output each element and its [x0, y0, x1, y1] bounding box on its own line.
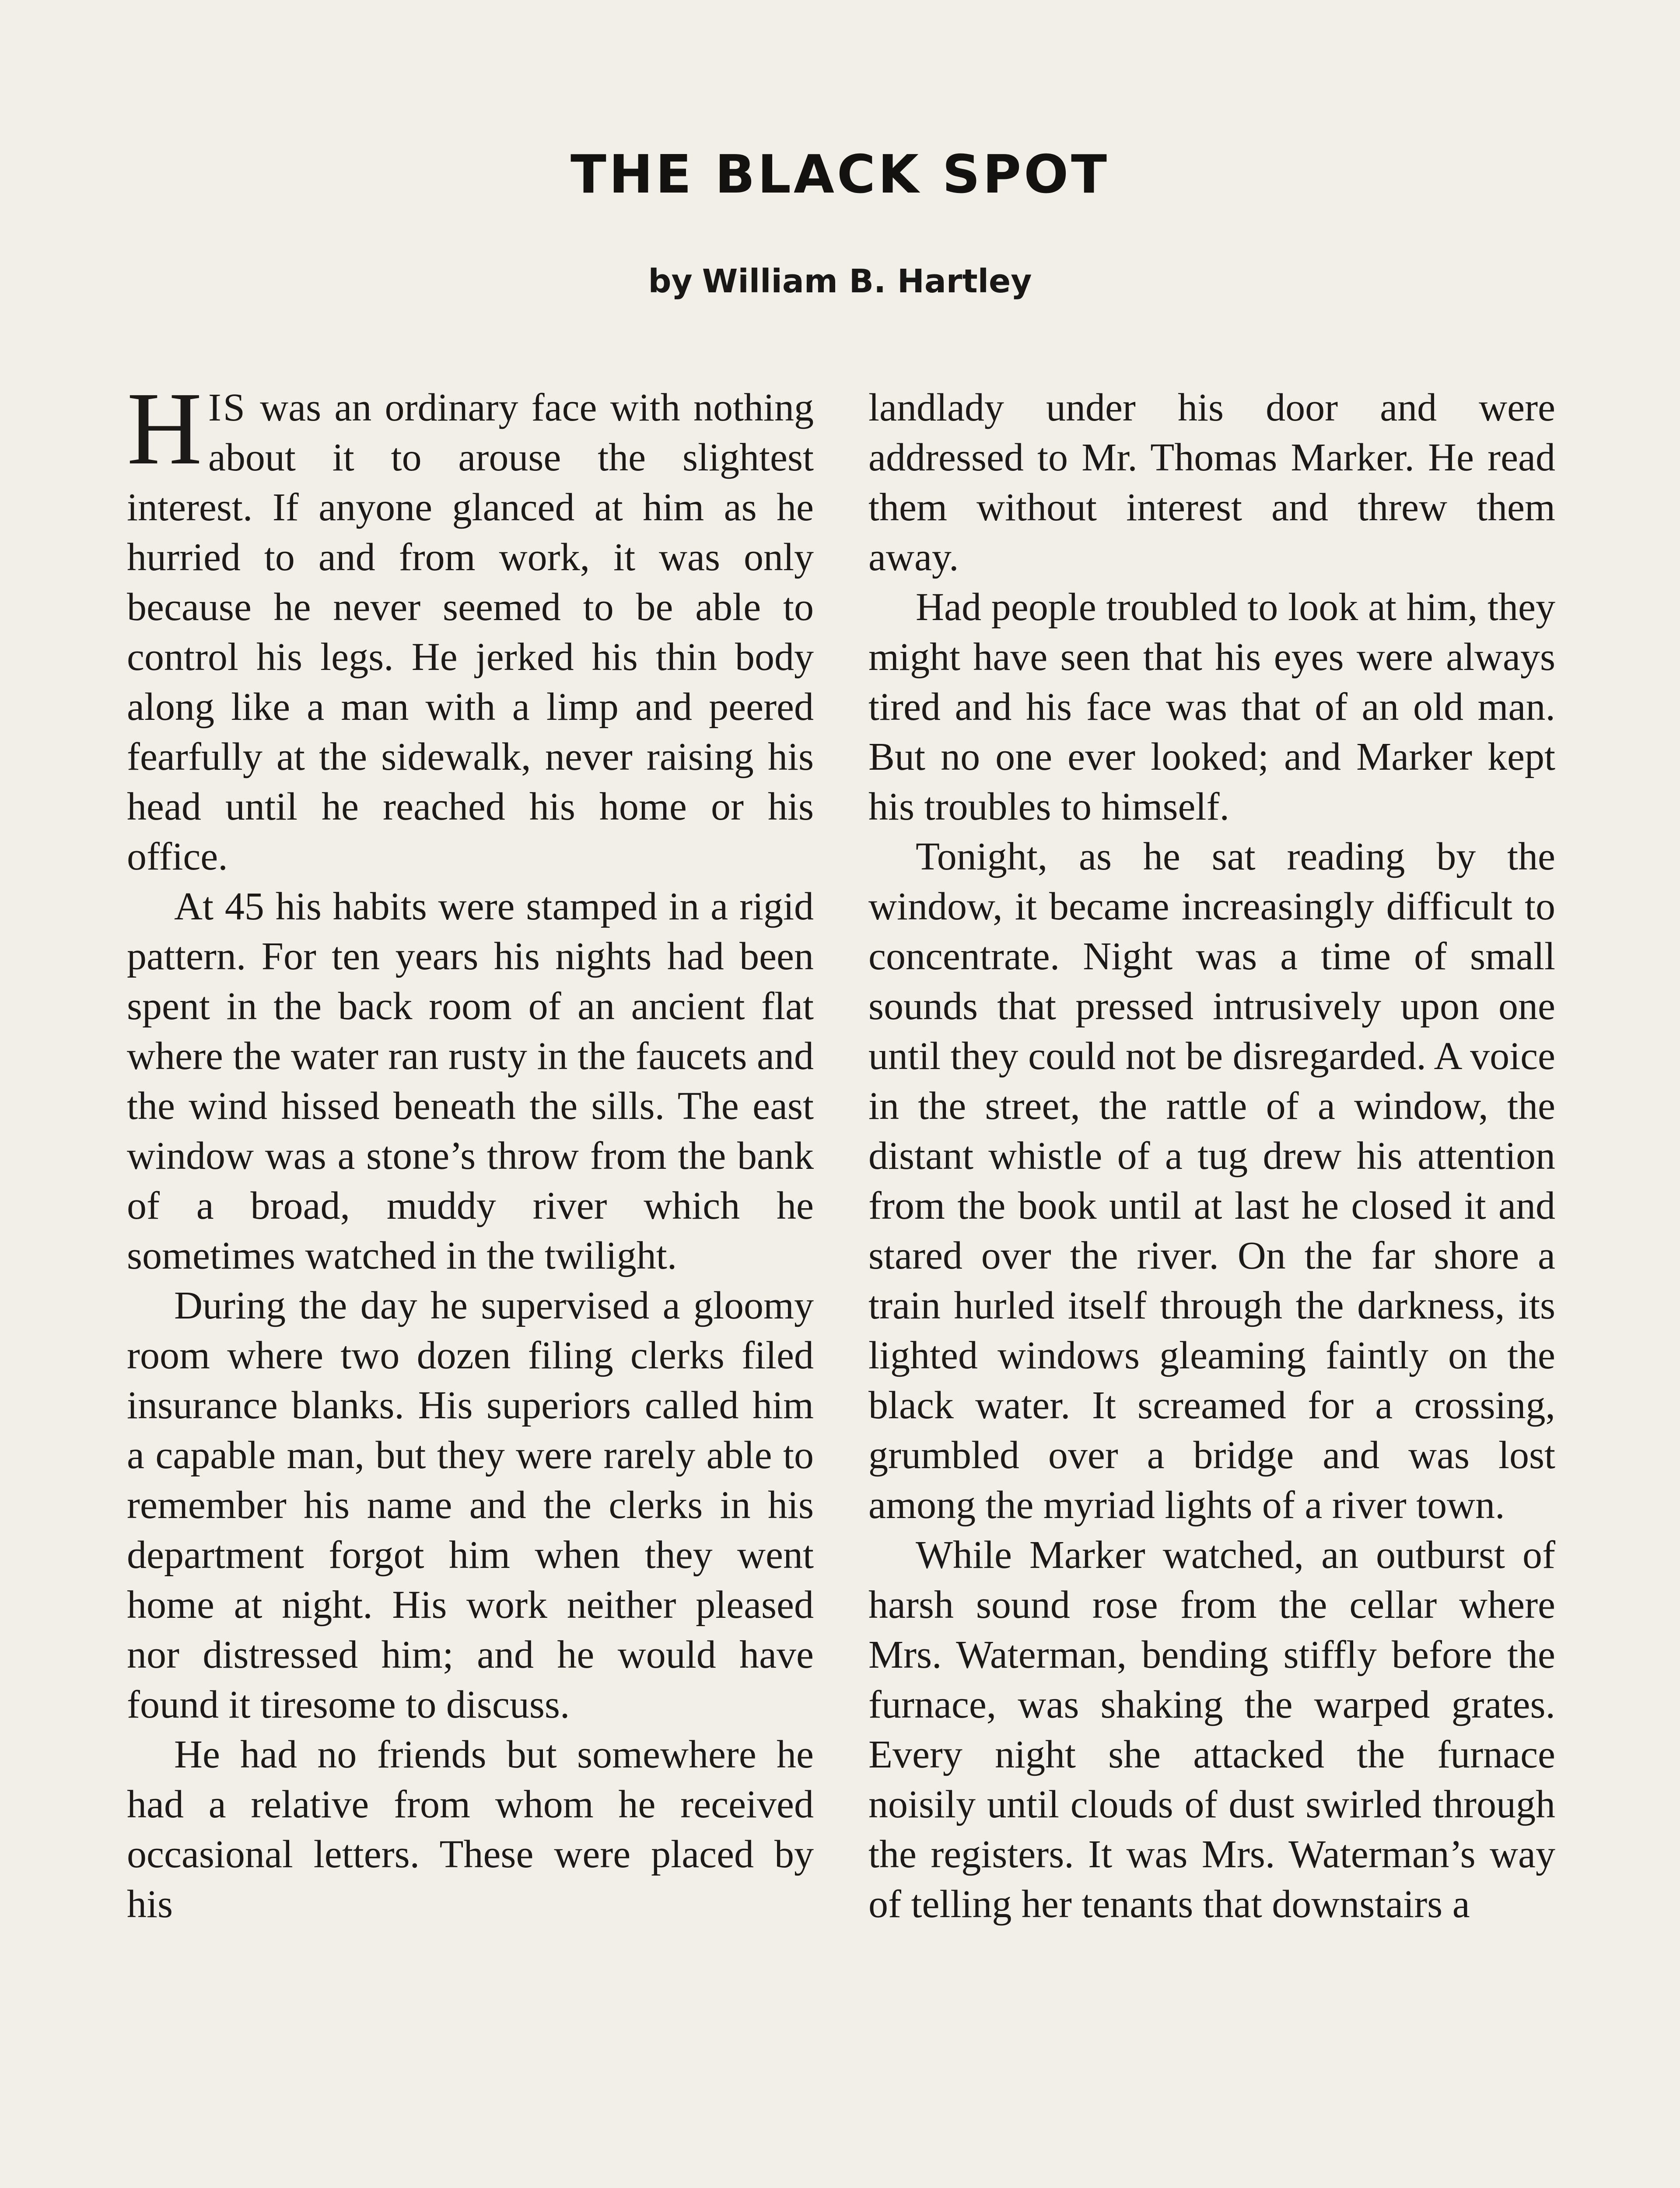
- opening-small-caps: IS: [208, 386, 247, 429]
- left-column: [127, 371, 814, 1929]
- paragraph-mrs-waterman: While Marker watched, an outburst of harsh sound rose from the cellar where Mrs. Waterman, bending stiffly before the furnace, was shaking the warped grates. Every night she attacked the furnace noisily until clouds of dust swirled through the registers. It was Mrs. Waterman’s way of telling her tenants that downstairs a: [868, 1533, 1555, 1926]
- paragraph-no-friends: He had no friends but somewhere he had a relative from whom he received occasional letters. These were placed by his: [127, 1733, 814, 1926]
- opening-text: was an ordinary face with nothing about it to arouse the slightest interest. If anyone glanced at him as he hurried to and from work, it was only because he never seemed to be able to control his legs. He jerked his thin body along like a man with a limp and peered fearfully at the sidewalk, never raising his head until he reached his home or his office.: [127, 386, 814, 878]
- paragraph-tonight: Tonight, as he sat reading by the window, it became increasingly difficult to concentrate. Night was a time of small sounds that pressed intrusively upon one until they could not be disregarded. A voice in the street, the rattle of a window, the distant whistle of a tug drew his attention from the book until at last he closed it and stared over the river. On the far shore a train hurled itself through the darkness, its lighted windows gleaming faintly on the black water. It screamed for a crossing, grumbled over a bridge and was lost among the myriad lights of a river town.: [868, 835, 1555, 1527]
- drop-cap: H: [127, 371, 202, 486]
- paragraph-tired-eyes: Had people troubled to look at him, they might have seen that his eyes were always tired and his face was that of an old man. But no one ever looked; and Marker kept his troubles to himself.: [868, 586, 1555, 828]
- paragraph-day-work: During the day he supervised a gloomy room where two dozen filing clerks filed insurance blanks. His superiors called him a capable man, but they were rarely able to remember his name and the clerks in his department forgot him when they went home at night. His work neither pleased nor distressed him; and he would have found it tiresome to discuss.: [127, 1284, 814, 1726]
- author-name: William B. Hartley: [702, 263, 1032, 300]
- right-column: [868, 383, 1555, 1929]
- opening-paragraph: [127, 371, 814, 882]
- byline: [0, 263, 1680, 300]
- byline-prefix: by: [648, 263, 693, 300]
- paragraph-habits: At 45 his habits were stamped in a rigid pattern. For ten years his nights had been spent in the back room of an ancient flat where the water ran rusty in the faucets and the wind hissed beneath the sills. The east window was a stone’s throw from the bank of a broad, muddy river which he sometimes watched in the twilight.: [127, 885, 814, 1277]
- story-title: THE BLACK SPOT: [570, 144, 1110, 205]
- continued-paragraph: landlady under his door and were addressed to Mr. Thomas Marker. He read them without interest and threw them away.: [868, 386, 1555, 579]
